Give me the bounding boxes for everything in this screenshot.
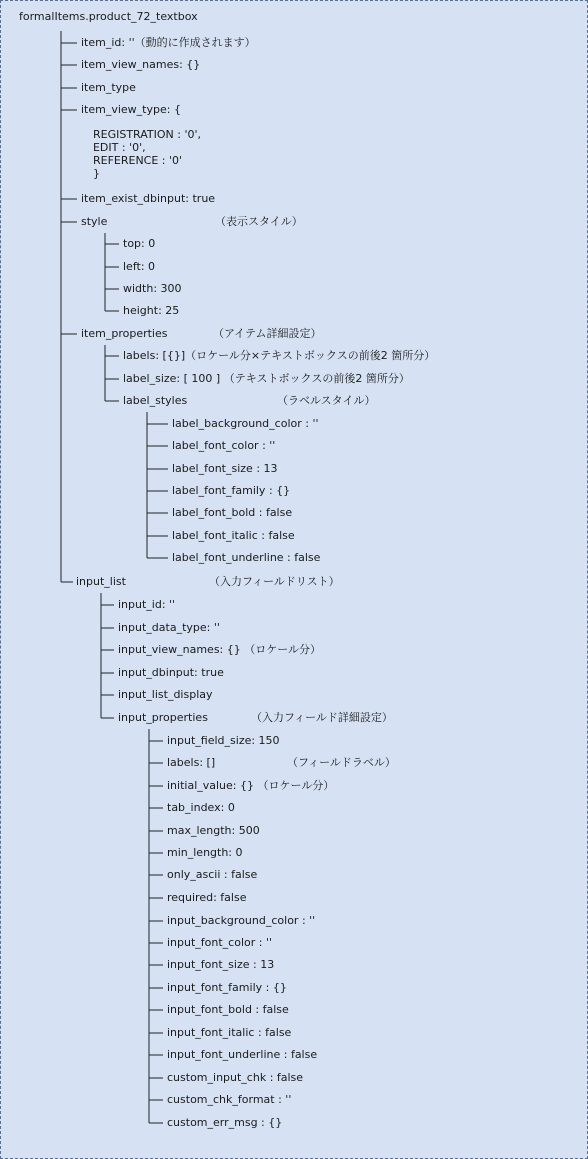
node-input-view-names: input_view_names: {} （ロケール分） (118, 643, 322, 656)
node-input-list: input_list (76, 575, 126, 588)
node-input-font-underline: input_font_underline : false (167, 1048, 318, 1061)
node-ip-labels: labels: [] (167, 756, 216, 769)
node-input-font-color: input_font_color : '' (167, 936, 273, 949)
node-label-font-underline: label_font_underline : false (172, 551, 321, 564)
node-item-id: item_id: ''（動的に作成されます） (81, 36, 256, 49)
annotation-input-properties: （入力フィールド詳細設定） (251, 711, 393, 724)
annotation-style: （表示スタイル） (215, 215, 303, 228)
node-custom-input-chk: custom_input_chk : false (167, 1071, 304, 1084)
node-labels: labels: [{}]（ロケール分×テキストボックスの前後2 箇所分） (123, 349, 436, 362)
node-label-background-color: label_background_color : '' (172, 417, 319, 430)
node-input-id: input_id: '' (118, 598, 176, 611)
node-label-font-bold: label_font_bold : false (172, 506, 293, 519)
node-label-font-size: label_font_size : 13 (172, 462, 278, 475)
node-min-length: min_length: 0 (167, 846, 243, 859)
node-max-length: max_length: 500 (167, 824, 260, 837)
node-label-size: label_size: [ 100 ] （テキストボックスの前後2 箇所分） (123, 372, 410, 385)
node-label-font-italic: label_font_italic : false (172, 529, 295, 542)
node-input-font-family: input_font_family : {} (167, 981, 287, 994)
node-item-properties: item_properties (81, 327, 168, 340)
node-label-font-family: label_font_family : {} (172, 484, 291, 497)
node-required: required: false (167, 891, 247, 904)
annotation-label-styles: （ラベルスタイル） (277, 394, 376, 407)
node-input-field-size: input_field_size: 150 (167, 734, 280, 747)
node-left: left: 0 (123, 260, 156, 273)
node-input-data-type: input_data_type: '' (118, 621, 220, 634)
node-custom-err-msg: custom_err_msg : {} (167, 1116, 283, 1129)
node-input-font-size: input_font_size : 13 (167, 958, 275, 971)
node-input-dbinput: input_dbinput: true (118, 666, 224, 679)
node-label-styles: label_styles (123, 394, 188, 407)
annotation-input-list: （入力フィールドリスト） (209, 575, 340, 588)
node-tab-index: tab_index: 0 (167, 801, 235, 814)
node-input-font-bold: input_font_bold : false (167, 1003, 289, 1016)
node-initial-value: initial_value: {} （ロケール分） (167, 779, 335, 792)
annotation-item-properties: （アイテム詳細設定） (213, 327, 322, 340)
node-item-view-type-values: REGISTRATION : '0', EDIT : '0', REFERENCE : '0' } (92, 128, 202, 180)
node-input-properties: input_properties (118, 711, 208, 724)
root-node: formalItems.product_72_textbox (19, 10, 198, 23)
node-label-font-color: label_font_color : '' (172, 439, 276, 452)
annotation-ip-labels: （フィールドラベル） (287, 756, 396, 769)
node-input-font-italic: input_font_italic : false (167, 1026, 292, 1039)
node-input-background-color: input_background_color : '' (167, 914, 316, 927)
node-item-type: item_type (81, 81, 136, 94)
node-width: width: 300 (123, 282, 182, 295)
node-item-view-type: item_view_type: { (81, 103, 181, 116)
node-only-ascii: only_ascii : false (167, 868, 258, 881)
node-custom-chk-format: custom_chk_format : '' (167, 1093, 292, 1106)
node-top: top: 0 (123, 237, 156, 250)
node-input-list-display: input_list_display (118, 688, 213, 701)
node-item-view-names: item_view_names: {} (81, 58, 201, 71)
node-height: height: 25 (123, 304, 180, 317)
node-item-exist-dbinput: item_exist_dbinput: true (81, 192, 216, 205)
node-style: style (81, 215, 108, 228)
